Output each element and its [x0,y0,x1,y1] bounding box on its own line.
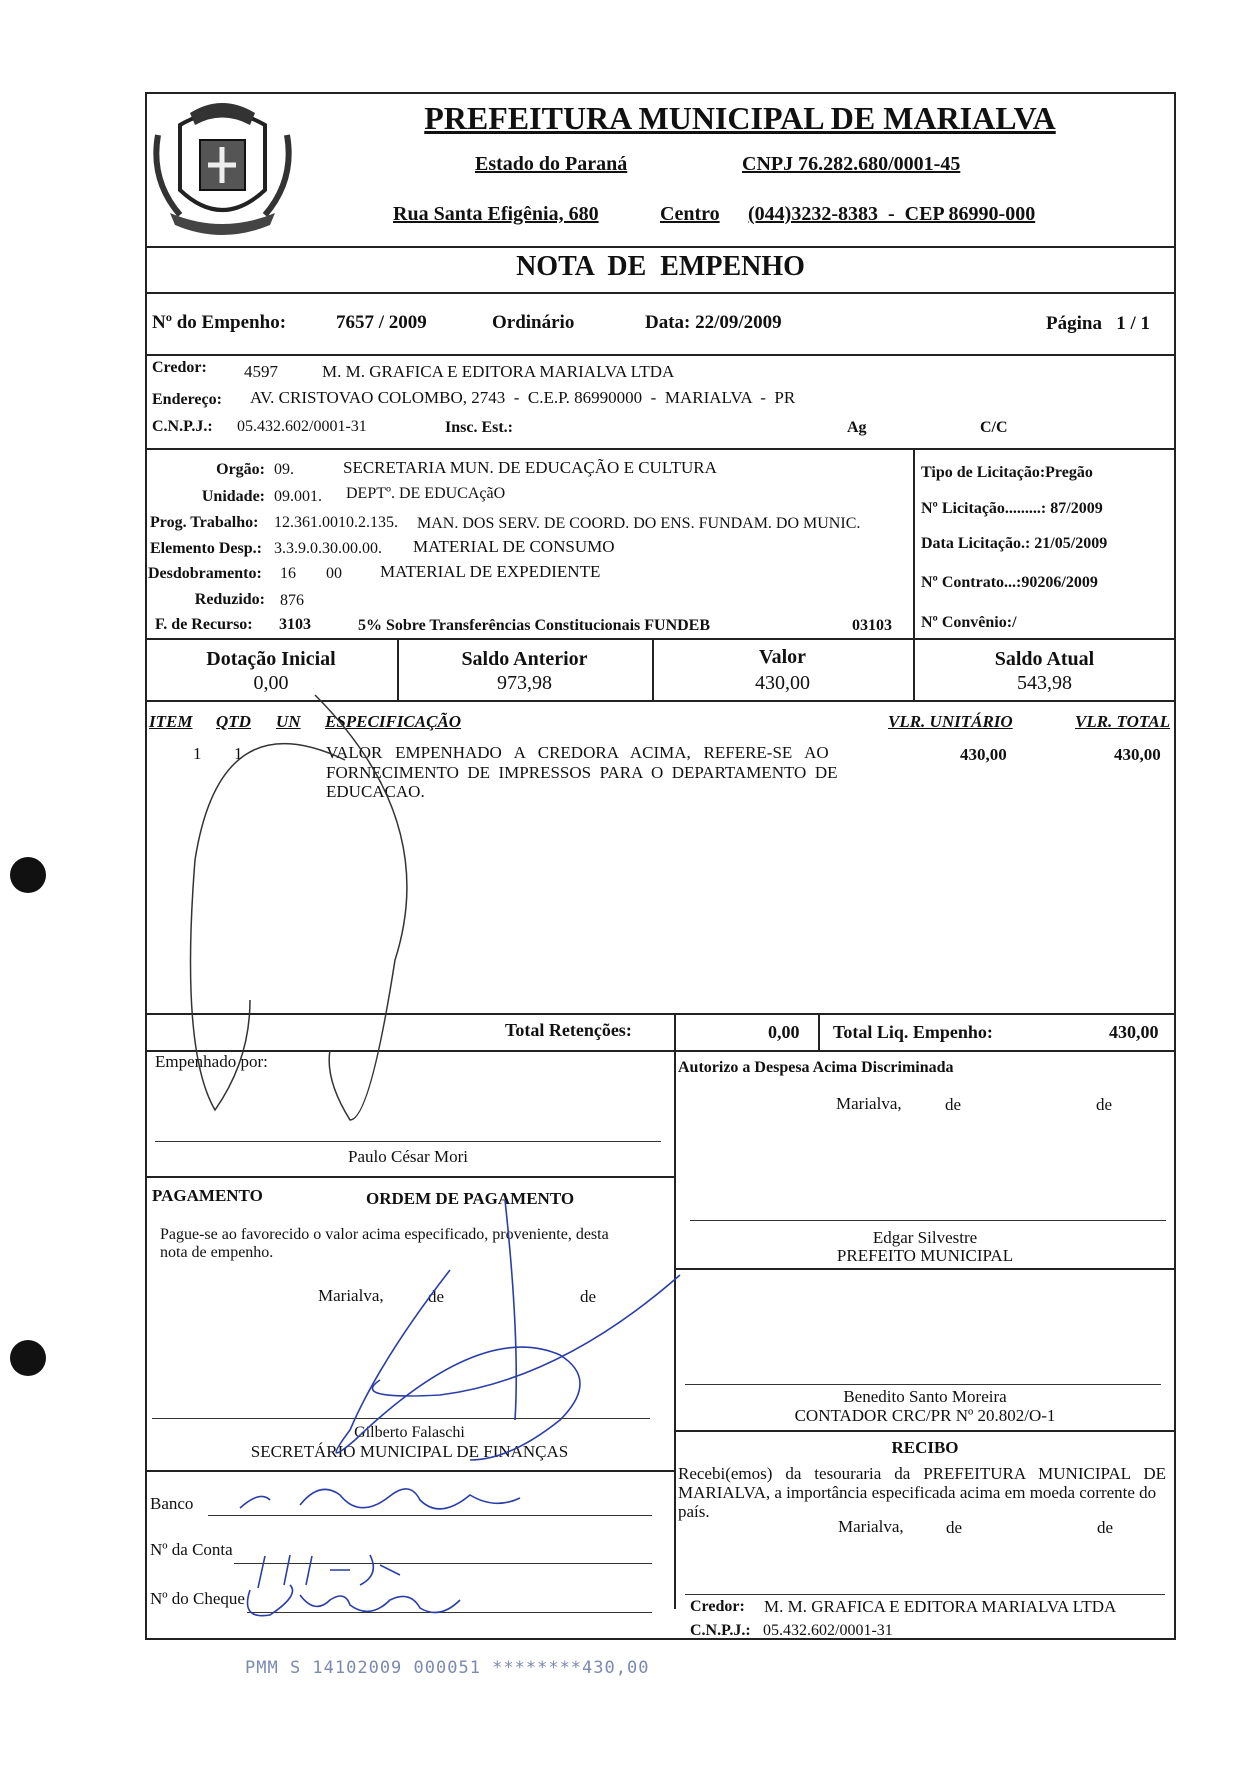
credor-address: AV. CRISTOVAO COLOMBO, 2743 - C.E.P. 86990000 - MARIALVA - PR [250,388,796,407]
ag-label: Ag [847,419,867,436]
credor-name: M. M. GRAFICA E EDITORA MARIALVA LTDA [322,362,675,381]
col-total-value: VLR. TOTAL [1075,712,1171,731]
valor-value: 430,00 [755,672,810,694]
credor-label: Credor: [152,359,207,376]
credor-cnpj: 05.432.602/0001-31 [237,418,367,435]
pagamento-de-2: de [580,1287,597,1306]
valor-label: Valor [758,646,807,668]
empenho-number: 7657 / 2009 [336,312,427,333]
recibo-cnpj-label: C.N.P.J.: [690,1622,751,1639]
empenho-type: Ordinário [492,312,575,333]
pagamento-text-2: nota de empenho. [160,1244,274,1261]
saldo-atual-value: 543,98 [1017,672,1072,694]
saldo-atual-label: Saldo Atual [994,648,1095,670]
ordem-pagamento-label: ORDEM DE PAGAMENTO [366,1189,575,1208]
pagamento-label: PAGAMENTO [152,1186,263,1205]
autorizo-de-2: de [1096,1095,1113,1114]
col-un: UN [276,712,301,731]
recibo-text-2: MARIALVA, a importância especificada acima em moeda corrente do [678,1483,1157,1502]
autorizo-de-1: de [945,1095,962,1114]
empenhado-name: Paulo César Mori [348,1147,468,1166]
licitacao-contrato: Nº Contrato...:90206/2009 [921,574,1098,591]
item-spec-line-1: VALOR EMPENHADO A CREDORA ACIMA, REFERE-SE AO [326,743,829,762]
recibo-credor-label: Credor: [690,1598,745,1615]
autorizo-label: Autorizo a Despesa Acima Discriminada [678,1059,954,1076]
saldo-anterior-label: Saldo Anterior [461,648,588,670]
institution-cnpj: CNPJ 76.282.680/0001-45 [742,153,961,175]
recibo-de-1: de [946,1518,963,1537]
licitacao-tipo: Tipo de Licitação:Pregão [921,464,1093,481]
dotacao-label: Dotação Inicial [206,648,336,670]
recibo-title: RECIBO [891,1438,959,1457]
credor-code: 4597 [244,362,278,381]
pagamento-de-1: de [428,1287,445,1306]
desdobramento-label: Desdobramento: [148,565,262,582]
state-name: Estado do Paraná [475,153,628,175]
desdobramento-sub: 00 [326,565,342,582]
col-item: ITEM [149,712,193,731]
insc-est-label: Insc. Est.: [445,419,514,436]
secretario-name: Gilberto Falaschi [354,1424,465,1441]
item-total-value: 430,00 [1114,745,1161,764]
institution-title: PREFEITURA MUNICIPAL DE MARIALVA [424,100,1056,136]
licitacao-convenio: Nº Convênio:/ [921,614,1017,631]
desdobramento-name: MATERIAL DE EXPEDIENTE [380,562,601,581]
prog-name: MAN. DOS SERV. DE COORD. DO ENS. FUNDAM. DO MUNIC. [417,515,861,532]
reduzido-value: 876 [280,592,304,609]
recibo-city: Marialva, [838,1517,904,1536]
empenho-number-label: Nº do Empenho: [152,312,287,333]
desdobramento-code: 16 [280,565,296,582]
elemento-label: Elemento Desp.: [150,540,262,557]
page-number: Página 1 / 1 [1046,313,1150,334]
address-label: Endereço: [152,391,222,408]
recibo-de-2: de [1097,1518,1114,1537]
pagamento-city: Marialva, [318,1286,384,1305]
licitacao-num: Nº Licitação.........: 87/2009 [921,500,1103,517]
cc-label: C/C [980,419,1008,436]
item-qtd: 1 [234,744,243,763]
unidade-name: DEPTº. DE EDUCAçãO [346,485,506,502]
liq-empenho-label: Total Liq. Empenho: [833,1022,993,1042]
prog-code: 12.361.0010.2.135. [274,514,398,531]
prefeito-name: Edgar Silvestre [872,1228,978,1247]
elemento-code: 3.3.9.0.30.00.00. [274,540,382,557]
empenhado-label: Empenhado por: [155,1052,268,1071]
recurso-label: F. de Recurso: [155,616,253,633]
retencoes-label: Total Retenções: [505,1020,632,1040]
institution-district: Centro [660,203,720,225]
orgao-label: Orgão: [216,461,265,478]
unidade-code: 09.001. [274,488,322,505]
banco-label: Banco [150,1494,194,1513]
reduzido-label: Reduzido: [194,591,265,608]
conta-label: Nº da Conta [150,1540,233,1559]
cheque-label: Nº do Cheque [150,1589,245,1608]
licitacao-data: Data Licitação.: 21/05/2009 [921,535,1108,552]
recurso-code: 3103 [279,616,311,633]
recibo-text-1: Recebi(emos) da tesouraria da PREFEITURA MUNICIPAL DE [678,1464,1166,1483]
secretario-title: SECRETÁRIO MUNICIPAL DE FINANÇAS [250,1442,569,1461]
recurso-num: 03103 [852,617,892,634]
institution-phone-cep: (044)3232-8383 - CEP 86990-000 [748,203,1036,225]
retencoes-value: 0,00 [768,1022,800,1042]
document-title: NOTA DE EMPENHO [516,251,805,282]
recibo-text-3: país. [678,1502,710,1521]
dotacao-value: 0,00 [253,672,289,694]
pagamento-text-1: Pague-se ao favorecido o valor acima especificado, proveniente, desta [160,1226,609,1243]
col-qtd: QTD [216,712,251,731]
item-spec-line-2: FORNECIMENTO DE IMPRESSOS PARA O DEPARTAMENTO DE [326,763,838,782]
col-unit-value: VLR. UNITÁRIO [888,712,1013,731]
orgao-name: SECRETARIA MUN. DE EDUCAÇÃO E CULTURA [343,458,717,477]
item-number: 1 [193,744,202,763]
unidade-label: Unidade: [201,488,265,505]
elemento-name: MATERIAL DE CONSUMO [413,537,615,556]
item-spec-line-3: EDUCACAO. [326,782,425,801]
payment-stamp: PMM S 14102009 000051 ********430,00 [245,1658,650,1678]
recibo-credor-name: M. M. GRAFICA E EDITORA MARIALVA LTDA [764,1597,1117,1616]
recurso-name: 5% Sobre Transferências Constitucionais FUNDEB [358,617,711,634]
saldo-anterior-value: 973,98 [497,672,552,694]
liq-empenho-value: 430,00 [1109,1022,1159,1042]
orgao-code: 09. [274,461,294,478]
recibo-cnpj: 05.432.602/0001-31 [763,1622,893,1639]
prefeito-title: PREFEITO MUNICIPAL [836,1246,1014,1265]
col-spec: ESPECIFICAÇÃO [325,712,462,731]
contador-title: CONTADOR CRC/PR Nº 20.802/O-1 [794,1406,1056,1425]
prog-label: Prog. Trabalho: [150,514,259,531]
item-unit-value: 430,00 [960,745,1007,764]
autorizo-city: Marialva, [836,1094,902,1113]
cnpj-label: C.N.P.J.: [152,418,213,435]
empenho-date: Data: 22/09/2009 [645,312,782,333]
contador-name: Benedito Santo Moreira [843,1387,1007,1406]
institution-address: Rua Santa Efigênia, 680 [393,203,599,225]
